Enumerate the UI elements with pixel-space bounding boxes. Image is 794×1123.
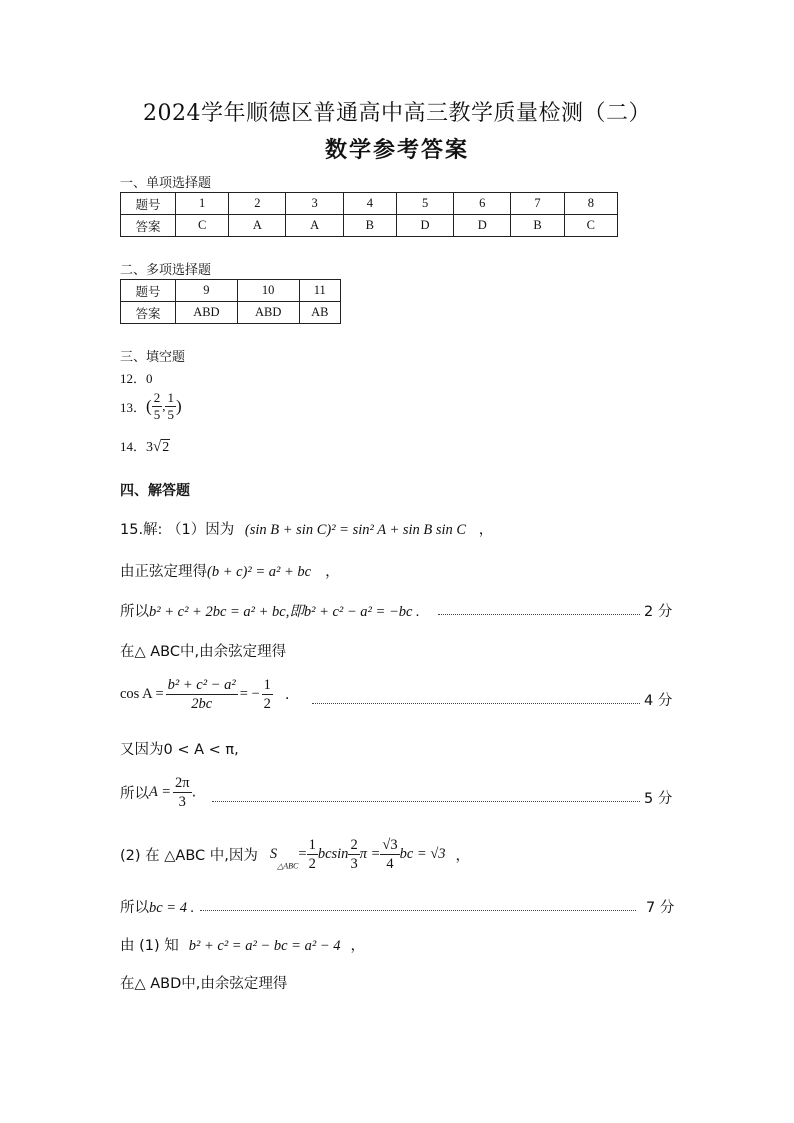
punctuation: ， (350, 938, 365, 954)
solution-line (120, 836, 470, 882)
numerator: 2 (153, 390, 161, 405)
dot-leader (312, 703, 640, 704)
score-mark: 5 分 (644, 791, 673, 807)
table-cell-label: 答案 (121, 302, 176, 324)
numerator: 2 (350, 837, 358, 853)
line-text: 所以 (120, 900, 149, 916)
score-mark: 7 分 (646, 900, 675, 916)
table-cell: A (286, 215, 343, 237)
table-cell: 2 (229, 193, 286, 215)
comma: , (162, 398, 166, 414)
formula: π = (359, 846, 381, 862)
line-text: 所以 (120, 604, 149, 620)
single-choice-table (120, 192, 618, 237)
fraction (380, 836, 399, 873)
numerator: 1 (308, 837, 316, 853)
denominator: 2 (308, 856, 316, 872)
score-mark: 4 分 (644, 693, 673, 709)
table-cell: B (511, 215, 564, 237)
denominator: 5 (153, 407, 161, 422)
table-row (121, 215, 618, 237)
solution-line (120, 774, 196, 820)
score-mark: 2 分 (644, 604, 673, 620)
solution-line: 又因为0 < A < π, (120, 742, 239, 758)
table-cell: 5 (396, 193, 453, 215)
paren-open: ( (146, 396, 152, 416)
fraction (165, 390, 176, 423)
numerator: √3 (382, 837, 398, 853)
table-row (121, 302, 341, 324)
formula: (sin B + sin C)² = sin² A + sin B sin C (244, 522, 467, 538)
line-text: 由正弦定理得 (120, 564, 207, 580)
line-text: 15.解: （1）因为 (120, 522, 235, 538)
formula: = − (239, 686, 260, 702)
section-heading-single-choice: 一、单项选择题 (120, 176, 212, 191)
table-cell: 11 (299, 280, 340, 302)
fraction (152, 390, 166, 423)
solution-line: 在△ ABD中,由余弦定理得 (120, 976, 288, 992)
table-cell: B (343, 215, 396, 237)
table-cell: 4 (343, 193, 396, 215)
formula: bc = √3 (399, 846, 446, 862)
fraction (173, 774, 192, 811)
dot-leader (438, 614, 640, 615)
document-subtitle: 数学参考答案 (324, 137, 469, 163)
table-cell: D (454, 215, 511, 237)
multiple-choice-table (120, 279, 341, 324)
table-cell: 10 (237, 280, 299, 302)
answer-13-label: 13． (120, 400, 147, 415)
formula: cos A = (120, 686, 164, 702)
table-cell: AB (299, 302, 340, 324)
formula: (b + c)² = a² + bc (207, 564, 312, 580)
line-text: (2) 在 △ABC 中,因为 (120, 848, 258, 864)
denominator: 5 (167, 407, 174, 422)
section-heading-multiple-choice: 二、多项选择题 (120, 263, 212, 278)
fraction (166, 676, 238, 713)
section-heading-fill-in: 三、填空题 (120, 350, 186, 365)
table-row (121, 193, 618, 215)
table-cell: 9 (176, 280, 238, 302)
table-cell-label: 题号 (121, 193, 176, 215)
table-cell-label: 题号 (121, 280, 176, 302)
punctuation: ， (478, 522, 494, 538)
table-cell: A (229, 215, 286, 237)
denominator: 2bc (191, 696, 213, 712)
formula: b² + c² = a² − bc = a² − 4 (188, 938, 341, 954)
table-cell: C (564, 215, 617, 237)
table-cell: 7 (511, 193, 564, 215)
formula: S (269, 846, 278, 862)
formula: = (298, 846, 307, 862)
dot-leader (200, 910, 636, 911)
solution-line (120, 676, 290, 722)
punctuation: ， (455, 848, 471, 864)
sqrt-icon: √ (153, 439, 162, 455)
radicand: 2 (162, 440, 170, 455)
section-heading-solutions: 四、解答题 (120, 483, 190, 499)
punctuation: . (284, 686, 290, 703)
table-cell: C (176, 215, 229, 237)
numerator: b² + c² − a² (167, 677, 236, 693)
fraction (348, 836, 359, 873)
table-cell: 1 (176, 193, 229, 215)
formula: A = (149, 784, 172, 800)
solution-line (120, 560, 340, 581)
fraction (262, 676, 273, 713)
formula: bcsin (317, 846, 349, 862)
solution-line: 在△ ABC中,由余弦定理得 (120, 644, 287, 660)
table-cell: ABD (176, 302, 238, 324)
answer-12: 12．0 (120, 371, 153, 386)
line-text: 由 (1) 知 (120, 938, 179, 954)
punctuation: ， (325, 564, 340, 580)
numerator: 1 (167, 390, 174, 405)
solution-line (120, 934, 365, 955)
solution-line (120, 600, 420, 621)
numerator: 1 (263, 677, 271, 693)
answer-14-label: 14． (120, 439, 147, 454)
denominator: 3 (178, 794, 186, 810)
formula: b² + c² + 2bc = a² + bc,即b² + c² − a² = −bc . (149, 604, 420, 620)
fraction (307, 836, 318, 873)
dot-leader (212, 801, 640, 802)
table-row (121, 280, 341, 302)
answer-14 (120, 436, 170, 456)
solution-line (120, 518, 493, 539)
numerator: 2π (175, 775, 190, 791)
table-cell: ABD (237, 302, 299, 324)
coefficient: 3 (146, 440, 154, 455)
denominator: 2 (263, 696, 271, 712)
table-cell-label: 答案 (121, 215, 176, 237)
solution-line (120, 896, 194, 917)
formula: bc = 4 . (149, 900, 195, 916)
denominator: 4 (386, 856, 394, 872)
answer-13 (120, 390, 182, 430)
denominator: 3 (350, 856, 358, 872)
table-cell: 8 (564, 193, 617, 215)
subscript: △ABC (277, 861, 299, 871)
table-cell: 3 (286, 193, 343, 215)
table-cell: D (396, 215, 453, 237)
table-cell: 6 (454, 193, 511, 215)
document-title: 2024学年顺德区普通高中高三教学质量检测（二） (143, 101, 651, 126)
line-text: 所以 (120, 786, 149, 802)
punctuation: . (191, 784, 197, 801)
paren-close: ) (175, 396, 182, 416)
